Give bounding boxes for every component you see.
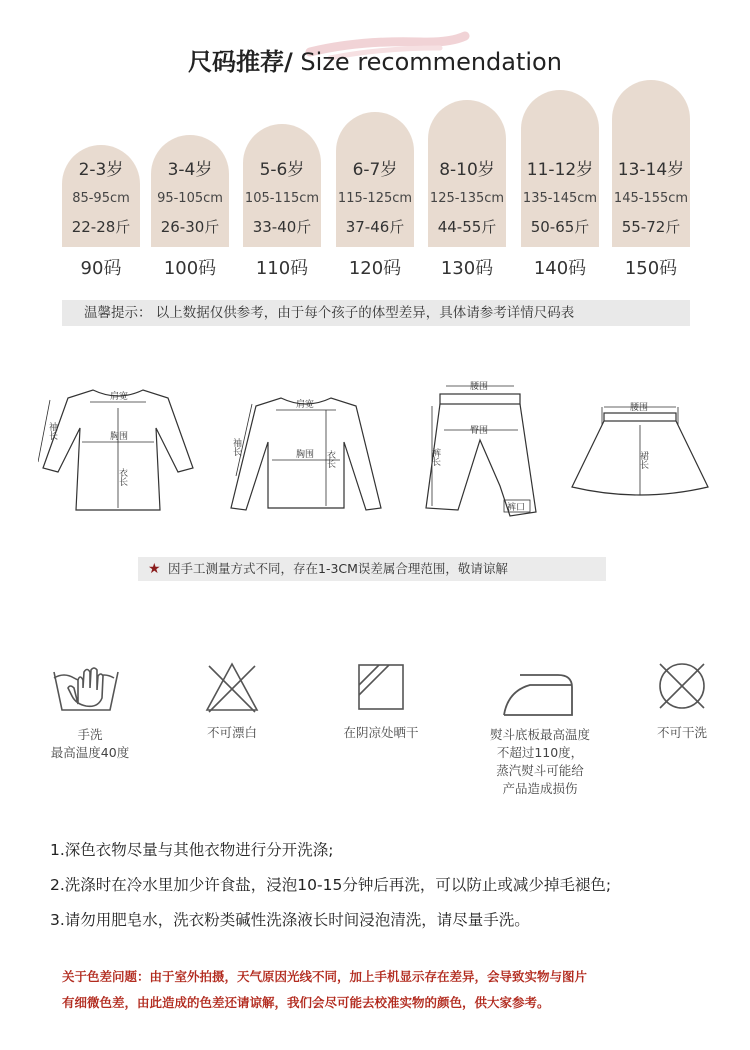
instruction-1: 1.深色衣物尽量与其他衣物进行分开洗涤;: [50, 841, 334, 859]
color-note-line-2: 有细微色差，由此造成的色差还请谅解，我们会尽可能去校准实物的颜色，供大家参考。: [62, 995, 550, 1010]
label-waist: 腰围: [630, 403, 649, 413]
size-card-age: 5-6岁: [259, 160, 305, 180]
label-shoulder: 肩宽: [296, 400, 315, 410]
label-waist: 腰围: [470, 382, 489, 392]
label-chest: 胸围: [296, 450, 315, 460]
size-code: 130码: [440, 258, 494, 279]
care-caption-no-dry-clean: 不可干洗: [656, 725, 707, 740]
measurement-note-text: 因手工测量方式不同，存在1-3CM误差属合理范围，敬请谅解: [168, 561, 508, 576]
care-caption-no-bleach: 不可漂白: [206, 725, 257, 740]
star-icon: ★: [148, 561, 161, 577]
iron-icon: [500, 665, 576, 721]
measurement-note: [138, 557, 606, 581]
label-length: 衣长: [325, 450, 335, 468]
size-card-height: 125-135cm: [429, 191, 505, 206]
size-card-height: 145-155cm: [613, 191, 689, 206]
size-card-height: 95-105cm: [157, 191, 223, 206]
size-card: [62, 145, 140, 247]
instruction-3: 3.请勿用肥皂水，洗衣粉类碱性洗涤液长时间浸泡清洗，请尽量手洗。: [50, 911, 530, 929]
care-caption-iron: 熨斗底板最高温度 不超过110度， 蒸汽熨斗可能给 产品造成损伤: [489, 727, 590, 796]
size-card-weight: 26-30斤: [160, 218, 220, 236]
size-card: [243, 124, 321, 247]
size-code: 90码: [80, 258, 122, 279]
size-card-height: 135-145cm: [522, 191, 598, 206]
size-card-age: 6-7岁: [352, 160, 398, 180]
care-caption-dry-shade: 在阴凉处晒干: [343, 725, 419, 740]
label-shoulder: 肩宽: [110, 392, 129, 402]
pants-diagram: [418, 378, 548, 523]
label-length: 衣长: [117, 468, 127, 486]
dry-in-shade-icon: [357, 663, 405, 711]
color-note-line-1: 关于色差问题：由于室外拍摄，天气原因光线不同，加上手机显示存在差异，会导致实物与图片: [62, 969, 588, 984]
label-chest: 胸围: [110, 432, 129, 442]
size-card-age: 13-14岁: [617, 160, 685, 180]
care-caption-hand-wash: 手洗 最高温度40度: [50, 727, 130, 760]
size-card-height: 85-95cm: [72, 191, 130, 206]
size-card: [521, 90, 599, 247]
title-english: Size recommendation: [292, 48, 562, 76]
label-hem: 裤口: [507, 503, 526, 513]
top-diagram: [226, 390, 386, 520]
no-dry-clean-icon: [654, 658, 710, 714]
size-card: [428, 100, 506, 247]
label-sleeve: 袖长: [47, 422, 57, 440]
size-code: 140码: [533, 258, 587, 279]
size-code: 120码: [348, 258, 402, 279]
size-card-height: 115-125cm: [337, 191, 413, 206]
size-card-age: 3-4岁: [167, 160, 213, 180]
title-chinese: 尺码推荐/: [188, 48, 293, 76]
size-card-weight: 44-55斤: [437, 218, 497, 236]
size-card-age: 8-10岁: [439, 160, 495, 180]
skirt-diagram: [566, 395, 716, 510]
label-length: 裤长: [430, 448, 440, 466]
size-card: [151, 135, 229, 247]
label-length: 裙长: [638, 451, 648, 469]
size-card-weight: 37-46斤: [345, 218, 405, 236]
no-bleach-icon: [205, 660, 259, 714]
size-code: 150码: [624, 258, 678, 279]
size-code: 110码: [255, 258, 309, 279]
size-card: [612, 80, 690, 247]
hand-wash-icon: [50, 658, 122, 716]
size-card-height: 105-115cm: [244, 191, 320, 206]
size-card-weight: 22-28斤: [71, 218, 131, 236]
label-sleeve: 袖长: [231, 438, 241, 456]
dress-diagram: [38, 380, 198, 520]
size-card-weight: 50-65斤: [530, 218, 590, 236]
notice-bar: 温馨提示： 以上数据仅供参考，由于每个孩子的体型差异，具体请参考详情尺码表: [62, 300, 690, 326]
size-card-age: 2-3岁: [78, 160, 124, 180]
size-card-weight: 55-72斤: [621, 218, 681, 236]
size-card-age: 11-12岁: [526, 160, 594, 180]
size-code: 100码: [163, 258, 217, 279]
page-title: [0, 30, 750, 80]
instruction-2: 2.洗涤时在冷水里加少许食盐，浸泡10-15分钟后再洗，可以防止或减少掉毛褪色;: [50, 876, 612, 894]
label-hip: 臀围: [470, 426, 489, 436]
size-card: [336, 112, 414, 247]
size-card-weight: 33-40斤: [252, 218, 312, 236]
